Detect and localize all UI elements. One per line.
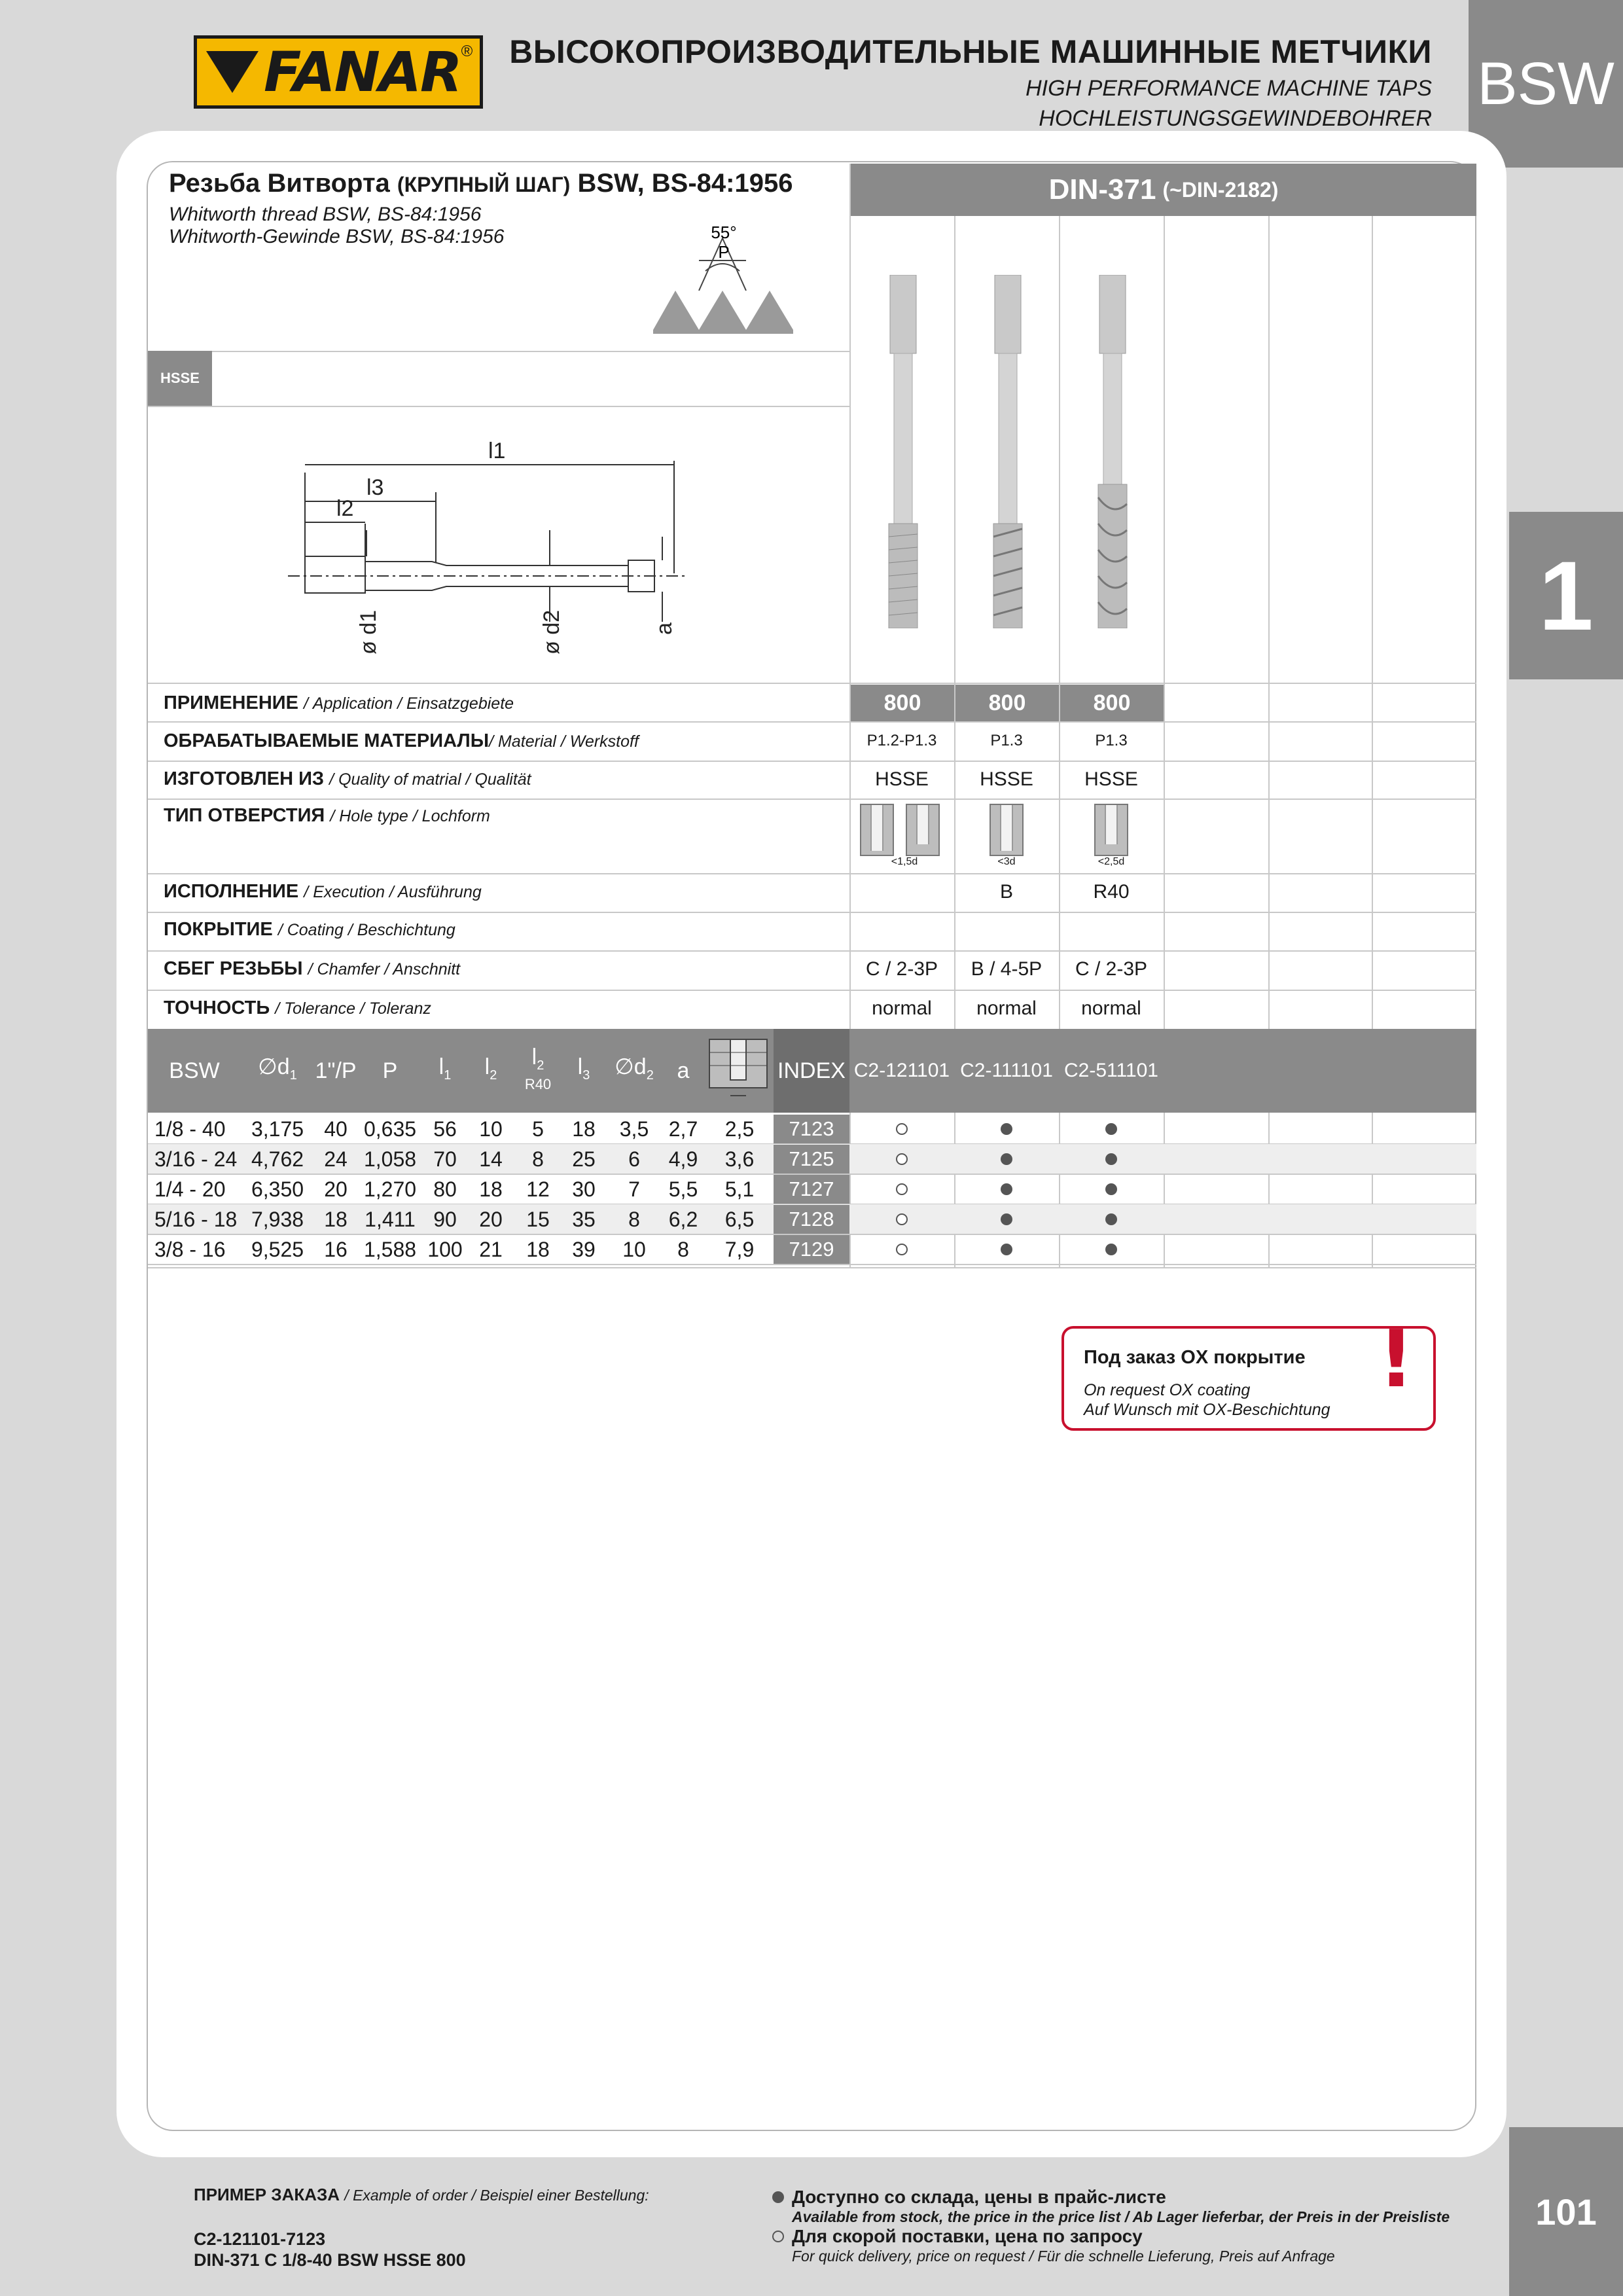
quality-value-1: HSSE — [875, 768, 929, 790]
table-cell: 18 — [572, 1117, 596, 1141]
th-bsw: BSW — [169, 1058, 220, 1083]
pitch-label: P — [718, 242, 730, 262]
spec-label-chamfer: СБЕГ РЕЗЬБЫ / Chamfer / Anschnitt — [164, 958, 461, 979]
in-stock-dot-icon — [1105, 1213, 1117, 1225]
table-cell: 3,5 — [619, 1117, 649, 1141]
note-de: Auf Wunsch mit OX-Beschichtung — [1084, 1401, 1330, 1419]
table-cell: 20 — [324, 1177, 348, 1201]
table-cell: 6,350 — [251, 1177, 304, 1201]
table-cell: 16 — [324, 1237, 348, 1261]
page-number: 101 — [1509, 2127, 1623, 2296]
tap-image-2 — [988, 275, 1027, 628]
spec-label-coating: ПОКРЫТИЕ / Coating / Beschichtung — [164, 919, 455, 940]
l1-label: l1 — [488, 439, 506, 463]
table-cell: 1/8 - 40 — [154, 1117, 226, 1141]
hole-depth-2: <3d — [997, 856, 1016, 867]
table-cell: 3,6 — [724, 1147, 755, 1171]
logo-text: FANAR — [264, 40, 461, 104]
in-stock-dot-icon — [1105, 1244, 1117, 1255]
table-cell: 40 — [324, 1117, 348, 1141]
tolerance-value-2: normal — [976, 997, 1037, 1019]
th-l2-r40: $l_2$ R40 — [524, 1044, 552, 1093]
table-cell: 100 — [427, 1237, 463, 1261]
table-cell: 21 — [479, 1237, 503, 1261]
header-title-en: HIGH PERFORMANCE MACHINE TAPS — [1026, 76, 1432, 101]
order-code-2: DIN-371 C 1/8-40 BSW HSSE 800 — [194, 2250, 466, 2270]
table-cell: 39 — [572, 1237, 596, 1261]
thread-title-de: Whitworth-Gewinde BSW, BS-84:1956 — [169, 226, 505, 247]
d1-label: ø d1 — [356, 609, 381, 655]
in-stock-dot-icon — [1105, 1123, 1117, 1135]
table-cell: 0,635 — [363, 1117, 417, 1141]
table-cell: 5/16 - 18 — [154, 1207, 238, 1231]
on-request-dot-icon — [896, 1183, 908, 1195]
table-cell: 5,5 — [668, 1177, 698, 1201]
chamfer-value-3: C / 2-3P — [1075, 958, 1148, 980]
table-cell: 8 — [532, 1147, 544, 1171]
table-cell: 25 — [572, 1147, 596, 1171]
th-code-1: C2-121101 — [853, 1060, 950, 1081]
quality-value-3: HSSE — [1084, 768, 1138, 790]
d2-label: ø d2 — [539, 609, 564, 655]
table-cell: 3/8 - 16 — [154, 1237, 226, 1261]
thread-profile-icon — [653, 219, 794, 334]
index-cell: 7127 — [774, 1175, 849, 1204]
note-title: Под заказ OX покрытие — [1084, 1347, 1306, 1368]
table-cell: 30 — [572, 1177, 596, 1201]
index-cell: 7129 — [774, 1235, 849, 1264]
quality-value-2: HSSE — [980, 768, 1033, 790]
table-cell: 10 — [622, 1237, 646, 1261]
in-stock-dot-icon — [1105, 1183, 1117, 1195]
spec-label-tolerance: ТОЧНОСТЬ / Tolerance / Toleranz — [164, 997, 431, 1018]
th-p: P — [382, 1058, 398, 1083]
table-cell: 2,7 — [668, 1117, 698, 1141]
table-cell: 7 — [628, 1177, 640, 1201]
table-cell: 6 — [628, 1147, 640, 1171]
table-cell: 80 — [433, 1177, 457, 1201]
on-request-dot-icon — [896, 1213, 908, 1225]
table-cell: 20 — [479, 1207, 503, 1231]
order-code-1: C2-121101-7123 — [194, 2229, 326, 2249]
in-stock-dot-icon — [1001, 1123, 1012, 1135]
tap-image-1 — [883, 275, 923, 628]
spec-label-hole: ТИП ОТВЕРСТИЯ / Hole type / Lochform — [164, 805, 490, 826]
th-code-2: C2-111101 — [960, 1060, 1053, 1081]
spec-label-materials: ОБРАБАТЫВАЕМЫЕ МАТЕРИАЛЫ/ Material / Werkstoff — [164, 730, 639, 751]
on-request-dot-icon — [896, 1123, 908, 1135]
angle-label: 55° — [711, 223, 737, 242]
th-thread-depth-icon — [705, 1033, 771, 1105]
application-value-2: 800 — [955, 685, 1059, 721]
table-cell: 5 — [532, 1117, 544, 1141]
application-value-3: 800 — [1060, 685, 1164, 721]
table-cell: 24 — [324, 1147, 348, 1171]
header-title-de: HOCHLEISTUNGSGEWINDEBOHRER — [1039, 106, 1432, 131]
th-l3: $l_3$ — [577, 1054, 590, 1083]
blind-hole-icon — [906, 804, 940, 856]
hsse-badge: HSSE — [148, 351, 212, 406]
blind-hole-icon — [1094, 804, 1128, 856]
din-standard-header: DIN-371 (~DIN-2182) — [851, 164, 1476, 216]
table-cell: 12 — [526, 1177, 550, 1201]
th-l2: $l_2$ — [484, 1054, 497, 1083]
on-request-dot-icon — [896, 1153, 908, 1165]
index-cell: 7125 — [774, 1145, 849, 1174]
table-cell: 70 — [433, 1147, 457, 1171]
on-request-dot-icon — [896, 1244, 908, 1255]
table-cell: 18 — [324, 1207, 348, 1231]
registered-icon: ® — [461, 43, 473, 60]
in-stock-dot-icon — [1001, 1183, 1012, 1195]
chamfer-value-2: B / 4-5P — [971, 958, 1043, 980]
l2-label: l2 — [336, 496, 354, 521]
th-code-3: C2-511101 — [1064, 1060, 1158, 1081]
index-cell: 7128 — [774, 1205, 849, 1234]
page-header — [509, 33, 1432, 131]
spec-label-quality: ИЗГОТОВЛЕН ИЗ / Quality of matrial / Qualität — [164, 768, 531, 789]
note-en: On request OX coating — [1084, 1381, 1251, 1399]
thread-title-ru: Резьба Витворта (КРУПНЫЙ ШАГ) BSW, BS-84:1956 — [169, 169, 793, 198]
th-l1: $l_1$ — [438, 1054, 452, 1083]
material-value-2: P1.3 — [990, 732, 1023, 749]
header-title-ru: ВЫСОКОПРОИЗВОДИТЕЛЬНЫЕ МАШИННЫЕ МЕТЧИКИ — [509, 33, 1432, 70]
tolerance-value-1: normal — [872, 997, 932, 1019]
table-cell: 18 — [526, 1237, 550, 1261]
tap-dimension-drawing — [281, 432, 700, 655]
table-cell: 6,2 — [668, 1207, 698, 1231]
in-stock-dot-icon — [1105, 1153, 1117, 1165]
th-tpi: 1"/P — [315, 1058, 357, 1083]
through-hole-icon — [860, 804, 894, 856]
index-cell: 7123 — [774, 1115, 849, 1143]
table-cell: 8 — [677, 1237, 689, 1261]
exclamation-icon: ! — [1378, 1314, 1414, 1405]
table-cell: 15 — [526, 1207, 550, 1231]
table-cell: 6,5 — [724, 1207, 755, 1231]
spec-label-execution: ИСПОЛНЕНИЕ / Execution / Ausführung — [164, 881, 482, 902]
table-cell: 2,5 — [724, 1117, 755, 1141]
table-cell: 3/16 - 24 — [154, 1147, 238, 1171]
execution-value-2: B — [999, 881, 1013, 903]
table-cell: 14 — [479, 1147, 503, 1171]
table-cell: 1,058 — [363, 1147, 417, 1171]
bsw-tab: BSW — [1469, 0, 1623, 168]
table-cell: 3,175 — [251, 1117, 304, 1141]
in-stock-dot-icon — [1001, 1244, 1012, 1255]
table-cell: 9,525 — [251, 1237, 304, 1261]
tolerance-value-3: normal — [1081, 997, 1141, 1019]
table-cell: 56 — [433, 1117, 457, 1141]
through-hole-icon — [990, 804, 1024, 856]
table-cell: 1,411 — [365, 1207, 416, 1231]
in-stock-dot-icon — [1001, 1153, 1012, 1165]
table-cell: 18 — [479, 1177, 503, 1201]
th-index: INDEX — [774, 1029, 849, 1113]
in-stock-dot-icon — [1001, 1213, 1012, 1225]
fanar-logo — [194, 35, 483, 109]
l3-label: l3 — [366, 475, 384, 500]
table-cell: 4,9 — [668, 1147, 698, 1171]
a-label: a — [652, 622, 677, 635]
table-cell: 1,270 — [363, 1177, 417, 1201]
table-cell: 8 — [628, 1207, 640, 1231]
th-d2: $\emptyset d_2$ — [615, 1054, 654, 1083]
chamfer-value-1: C / 2-3P — [865, 958, 938, 980]
table-cell: 5,1 — [724, 1177, 755, 1201]
execution-value-3: R40 — [1093, 881, 1130, 903]
hole-depth-1: <1,5d — [891, 856, 918, 867]
hole-depth-3: <2,5d — [1097, 856, 1125, 867]
logo-v-icon — [206, 51, 259, 93]
table-cell: 90 — [433, 1207, 457, 1231]
availability-legend: Доступно со склада, цены в прайс-листе Available from stock, the price in the price list / Ab Lager lieferbar, der Preis in der Preisliste Для скорой поставки, цена по запросу For quick delivery, price on request / Für die schnelle Lieferung, Preis auf Anfrage — [772, 2187, 1450, 2266]
th-d1: $\emptyset d_1$ — [258, 1054, 297, 1083]
table-cell: 7,938 — [251, 1207, 304, 1231]
open-dot-icon — [772, 2231, 784, 2242]
th-a: a — [677, 1058, 690, 1083]
material-value-1: P1.2-P1.3 — [866, 732, 937, 749]
table-cell: 35 — [572, 1207, 596, 1231]
order-example: ПРИМЕР ЗАКАЗА / Example of order / Beispiel einer Bestellung: C2-121101-7123 DIN-371 C 1/8-40 BSW HSSE 800 — [194, 2185, 649, 2270]
thread-title-en: Whitworth thread BSW, BS-84:1956 — [169, 204, 482, 225]
spec-label-application: ПРИМЕНЕНИЕ / Application / Einsatzgebiete — [164, 692, 514, 713]
material-value-3: P1.3 — [1095, 732, 1128, 749]
table-cell: 1/4 - 20 — [154, 1177, 226, 1201]
section-tab: 1 — [1509, 512, 1623, 679]
application-value-1: 800 — [851, 685, 954, 721]
table-cell: 4,762 — [251, 1147, 304, 1171]
table-cell: 10 — [479, 1117, 503, 1141]
tap-image-3 — [1093, 275, 1132, 628]
filled-dot-icon — [772, 2191, 784, 2203]
table-cell: 7,9 — [724, 1237, 755, 1261]
table-cell: 1,588 — [363, 1237, 417, 1261]
